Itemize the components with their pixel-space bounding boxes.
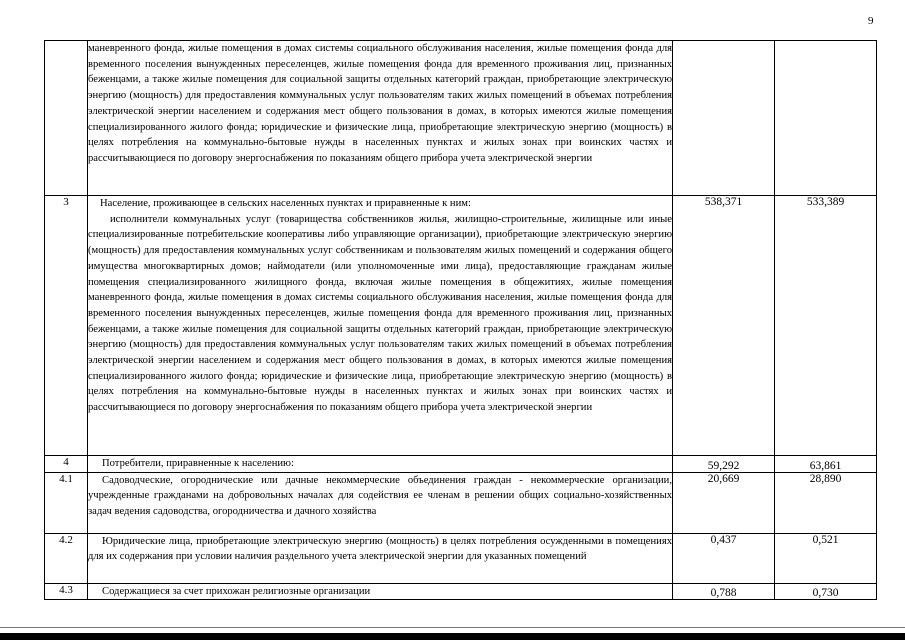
row-description: маневренного фонда, жилые помещения в домах системы социального обслуживания населения, жилые помещения фонда для временного поселения вынужденных переселенцев, жилые помещения фонда для временного проживания лиц, признанных беженцами, а также жилые помещения для социальной защиты отдельных категорий граждан, приобретающие электрическую энергию (мощность) для предоставления коммунальных услуг пользователям таких жилых помещений в объемах потребления электрической энергии населением и содержания мест общего пользования в домах, в которых имеются жилые помещения специализированного жилого фонда; юридические и физические лица, приобретающие электрическую энергию (мощность) в целях потребления на коммунально-бытовые нужды в населенных пунктах и жилых зонах при воинских частях и рассчитывающиеся по договору энергоснабжения по показаниям общего прибора учета электрической энергии xyxy=(88,41,673,196)
value-col1: 59,292 xyxy=(673,456,775,473)
table-row xyxy=(45,583,877,600)
row-description: Потребители, приравненные к населению: xyxy=(88,456,673,473)
row-description: Юридические лица, приобретающие электрическую энергию (мощность) в целях потребления осужденными в помещениях для их содержания при условии наличия раздельного учета электрической энергии для указанных помещений xyxy=(88,533,673,583)
value-col1 xyxy=(673,41,775,196)
scan-edge-line xyxy=(0,627,905,628)
table-row xyxy=(45,196,877,456)
page-number: 9 xyxy=(868,15,874,27)
value-col1: 20,669 xyxy=(673,472,775,533)
value-col2 xyxy=(775,41,877,196)
scan-bottom-edge xyxy=(0,633,905,640)
table-row xyxy=(45,533,877,583)
row-body: исполнители коммунальных услуг (товарищества собственников жилья, жилищно-строительные, жилищные или иные специализированные потребительские кооперативы либо управляющие организации), приобретающие электрическую энергию (мощность) для предоставления коммунальных услуг собственникам и пользователям жилых помещений и содержания общего имущества многоквартирных домов; наймодатели (или уполномоченные ими лица), предоставляющие гражданам жилые помещения специализированного жилищного фонда, включая жилые помещения в общежитиях, жилые помещения маневренного фонда, жилые помещения в домах системы социального обслуживания населения, жилые помещения фонда для временного поселения вынужденных переселенцев, жилые помещения фонда для временного проживания лиц, признанных беженцами, а также жилые помещения для социальной защиты отдельных категорий граждан, приобретающие электрическую энергию (мощность) для предоставления коммунальных услуг пользователям таких жилых помещений в объемах потребления электрической энергии населением и содержания мест общего пользования в домах, в которых имеются жилые помещения специализированного жилого фонда; юридические и физические лица, приобретающие электрическую энергию (мощность) в целях потребления на коммунально-бытовые нужды в населенных пунктах и жилых зонах при воинских частях и рассчитывающиеся по договору энергоснабжения по показаниям общего прибора учета электрической энергии xyxy=(88,213,672,414)
value-col2: 533,389 xyxy=(775,196,877,456)
row-number: 3 xyxy=(45,196,88,456)
row-heading: Население, проживающее в сельских населенных пунктах и приравненные к ним: xyxy=(100,198,471,209)
value-col2: 0,521 xyxy=(775,533,877,583)
tariff-table xyxy=(44,40,877,600)
row-number: 4.3 xyxy=(45,583,88,600)
value-col2: 63,861 xyxy=(775,456,877,473)
row-number: 4.2 xyxy=(45,533,88,583)
table-row xyxy=(45,472,877,533)
value-col1: 0,788 xyxy=(673,583,775,600)
row-description xyxy=(88,196,673,456)
row-number: 4 xyxy=(45,456,88,473)
row-description: Содержащиеся за счет прихожан религиозные организации xyxy=(88,583,673,600)
row-description: Садоводческие, огороднические или дачные некоммерческие объединения граждан - некоммерческие организации, учрежденные гражданами на добровольных началах для содействия ее членам в решении общих социально-хозяйственных задач ведения садоводства, огородничества и дачного хозяйства xyxy=(88,472,673,533)
value-col2: 0,730 xyxy=(775,583,877,600)
table-row xyxy=(45,456,877,473)
row-number: 4.1 xyxy=(45,472,88,533)
value-col2: 28,890 xyxy=(775,472,877,533)
value-col1: 538,371 xyxy=(673,196,775,456)
table-row xyxy=(45,41,877,196)
value-col1: 0,437 xyxy=(673,533,775,583)
row-number xyxy=(45,41,88,196)
